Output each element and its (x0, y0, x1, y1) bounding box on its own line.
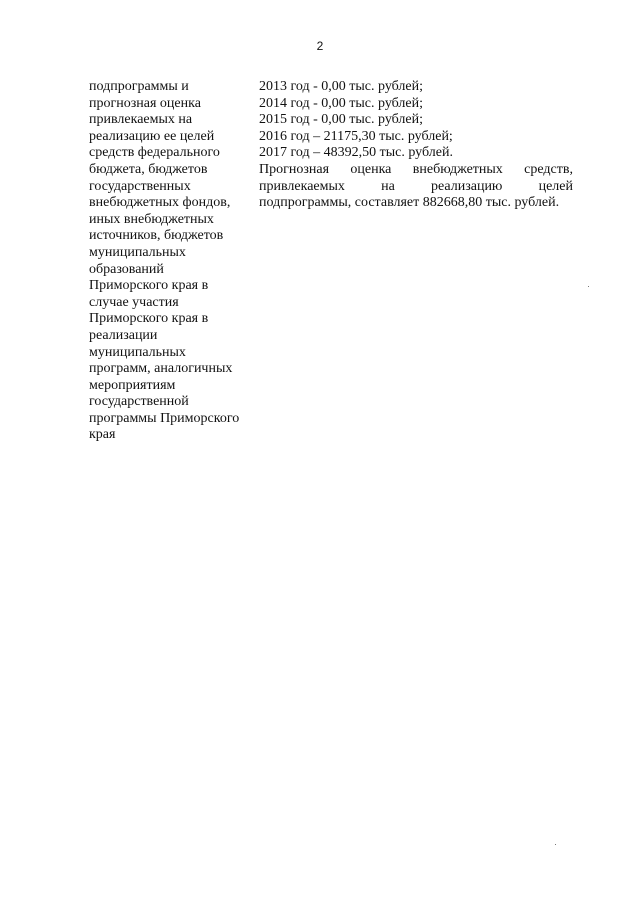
left-line: реализацию ее целей (89, 128, 215, 144)
paragraph-line: подпрограммы, составляет 882668,80 тыс. рублей. (259, 195, 560, 211)
year-line-2013: 2013 год - 0,00 тыс. рублей; (259, 79, 424, 94)
left-line: программ, аналогичных (89, 361, 233, 377)
left-line: случае участия (89, 294, 179, 310)
left-line: прогнозная оценка (89, 95, 201, 111)
left-line: Приморского края в (89, 311, 209, 327)
left-line: реализации (89, 327, 158, 343)
scan-speck (588, 286, 589, 287)
right-column (259, 79, 573, 212)
left-line: иных внебюджетных (89, 211, 214, 227)
left-line: государственных (89, 178, 191, 194)
left-line: программы Приморского (89, 410, 240, 426)
left-line: Приморского края в (89, 278, 209, 294)
left-line: мероприятиям (89, 377, 176, 393)
year-line-2017: 2017 год – 48392,50 тыс. рублей. (259, 145, 453, 161)
extra-budget-paragraph (259, 162, 573, 212)
left-line: образований (89, 261, 164, 277)
left-line: привлекаемых на (89, 112, 193, 128)
left-line: государственной (89, 394, 189, 410)
year-line-2015: 2015 год - 0,00 тыс. рублей; (259, 112, 424, 128)
paragraph-line: привлекаемых на реализацию целей (259, 178, 573, 194)
page-number: 2 (316, 39, 324, 53)
left-column (89, 79, 254, 444)
scan-speck (555, 844, 556, 845)
paragraph-line: Прогнозная оценка внебюджетных средств, (259, 161, 573, 177)
left-line: края (89, 427, 116, 443)
year-line-2016: 2016 год – 21175,30 тыс. рублей; (259, 128, 453, 144)
left-line: источников, бюджетов (89, 228, 224, 244)
left-line: подпрограммы и (89, 79, 189, 94)
left-line: муниципальных (89, 244, 186, 260)
left-line: муниципальных (89, 344, 186, 360)
left-line: средств федерального (89, 145, 220, 161)
year-line-2014: 2014 год - 0,00 тыс. рублей; (259, 95, 424, 111)
left-line: бюджета, бюджетов (89, 161, 208, 177)
left-line: внебюджетных фондов, (89, 195, 231, 211)
